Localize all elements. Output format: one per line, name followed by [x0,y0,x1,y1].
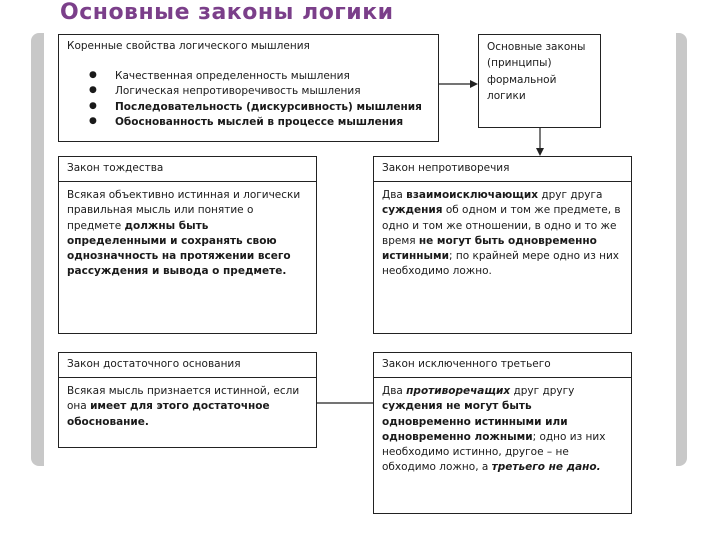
page-title: Основные законы логики [60,0,394,25]
principles-box [478,34,601,128]
principles-down-arrowhead [536,148,544,156]
identity-law-box [58,156,317,334]
roots-to-principles-arrowhead [470,80,478,88]
sufficient-reason-law-box [58,352,317,448]
list-item: ● Логическая непротиворечивость мышления [89,85,361,98]
root-properties-heading: Коренные свойства логического мышления [67,40,310,52]
list-item: ● Последовательность (дискурсивность) мышления [89,100,422,113]
excluded-middle-law-text: Два противоречащих друг другу суждения не могут быть одновременно истинными или одновременно ложными; одно из них необходимо истинно, другое – не обходимо ложно, а третьего не дано. [382,385,606,474]
principles-label: Основные законы (принципы) формальной логики [487,41,586,102]
non-contradiction-law-heading: Закон непротиворечия [374,157,631,182]
bullet-dot-icon: ● [89,85,97,96]
excluded-middle-law-heading: Закон исключенного третьего [374,353,631,378]
bullet-dot-icon: ● [89,100,97,111]
bullet-dot-icon: ● [89,70,97,81]
sufficient-reason-law-heading: Закон достаточного основания [59,353,316,378]
non-contradiction-law-box [373,156,632,334]
root-properties-box [58,34,439,142]
excluded-middle-law-box [373,352,632,514]
identity-law-heading: Закон тождества [59,157,316,182]
non-contradiction-law-text: Два взаимоисключающих друг друга суждения об одном и том же предмете, в одно и том же отношении, в одно и то же время не могут быть одновременно истинными; по крайней мере одно из них необходимо ложно. [382,189,621,278]
bullet-dot-icon: ● [89,115,97,126]
identity-law-text: Всякая объективно истинная и логически правильная мысль или понятие о предмете должны быть определенными и сохранять свою однозначность на протяжении всего рассуждения и вывода о предмете. [67,189,301,278]
sufficient-reason-law-text: Всякая мысль признается истинной, если она имеет для этого достаточное обоснование. [67,385,300,428]
root-properties-list [59,69,438,130]
list-item: ● Обоснованность мыслей в процессе мышления [89,115,404,128]
list-item: ● Качественная определенность мышления [89,70,350,83]
